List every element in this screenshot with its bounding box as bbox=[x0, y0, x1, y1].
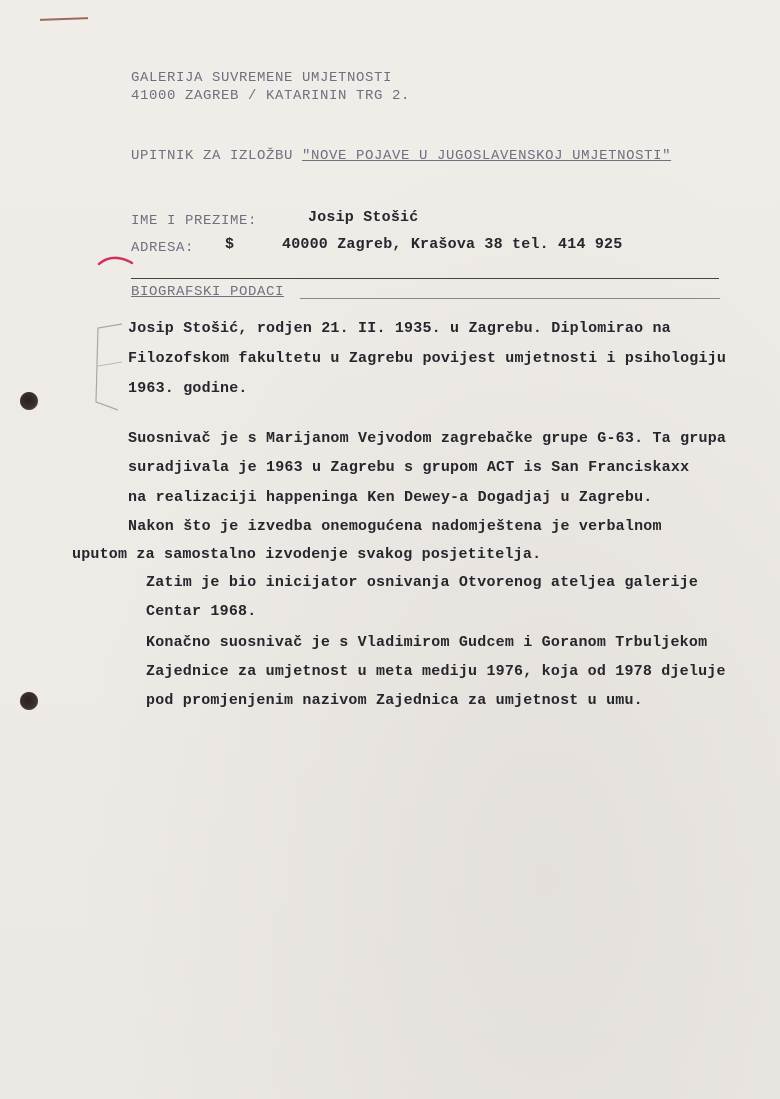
bio-line: Josip Stošić, rodjen 21. II. 1935. u Zagrebu. Diplomirao na bbox=[128, 320, 671, 337]
bio-line: Zajednice za umjetnost u meta mediju 1976, koja od 1978 djeluje bbox=[146, 663, 726, 680]
punch-hole-icon bbox=[20, 392, 38, 410]
address-value: 40000 Zagreb, Krašova 38 tel. 414 925 bbox=[282, 236, 623, 253]
bio-line: Suosnivač je s Marijanom Vejvodom zagrebačke grupe G-63. Ta grupa bbox=[128, 430, 727, 447]
punch-hole-icon bbox=[20, 692, 38, 710]
bio-line: Centar 1968. bbox=[146, 603, 257, 620]
bio-line: na realizaciji happeninga Ken Dewey-a Dogadjaj u Zagrebu. bbox=[128, 489, 653, 506]
bio-line: Konačno suosnivač je s Vladimirom Gudcem i Goranom Trbuljekom bbox=[146, 634, 708, 651]
red-pencil-mark-icon bbox=[96, 252, 138, 270]
address-mark: $ bbox=[225, 236, 235, 253]
bio-line: Nakon što je izvedba onemogućena nadomještena je verbalnom bbox=[128, 518, 662, 535]
separator-line bbox=[131, 278, 719, 279]
questionnaire-heading bbox=[131, 148, 671, 164]
section-underline bbox=[300, 298, 720, 299]
questionnaire-prefix: UPITNIK ZA IZLOŽBU bbox=[131, 148, 303, 164]
institution-name: GALERIJA SUVREMENE UMJETNOSTI bbox=[131, 70, 393, 86]
institution-address: 41000 ZAGREB / KATARININ TRG 2. bbox=[131, 88, 411, 104]
exhibition-title: "NOVE POJAVE U JUGOSLAVENSKOJ UMJETNOSTI" bbox=[302, 148, 672, 164]
section-heading: BIOGRAFSKI PODACI bbox=[131, 284, 285, 300]
pencil-mark bbox=[40, 17, 88, 21]
bio-line: suradjivala je 1963 u Zagrebu s grupom ACT is San Franciskaxx bbox=[128, 459, 690, 476]
bio-line: uputom za samostalno izvodenje svakog posjetitelja. bbox=[72, 546, 542, 563]
bio-line: 1963. godine. bbox=[128, 380, 248, 397]
address-label: ADRESA: bbox=[131, 240, 195, 256]
name-value: Josip Stošić bbox=[308, 209, 419, 226]
name-label: IME I PREZIME: bbox=[131, 213, 258, 229]
bio-line: Filozofskom fakultetu u Zagrebu povijest umjetnosti i psihologiju bbox=[128, 350, 727, 367]
bio-line: pod promjenjenim nazivom Zajednica za umjetnost u umu. bbox=[146, 692, 643, 709]
bio-line: Zatim je bio inicijator osnivanja Otvorenog ateljea galerije bbox=[146, 574, 699, 591]
pencil-bracket-icon bbox=[88, 318, 128, 418]
